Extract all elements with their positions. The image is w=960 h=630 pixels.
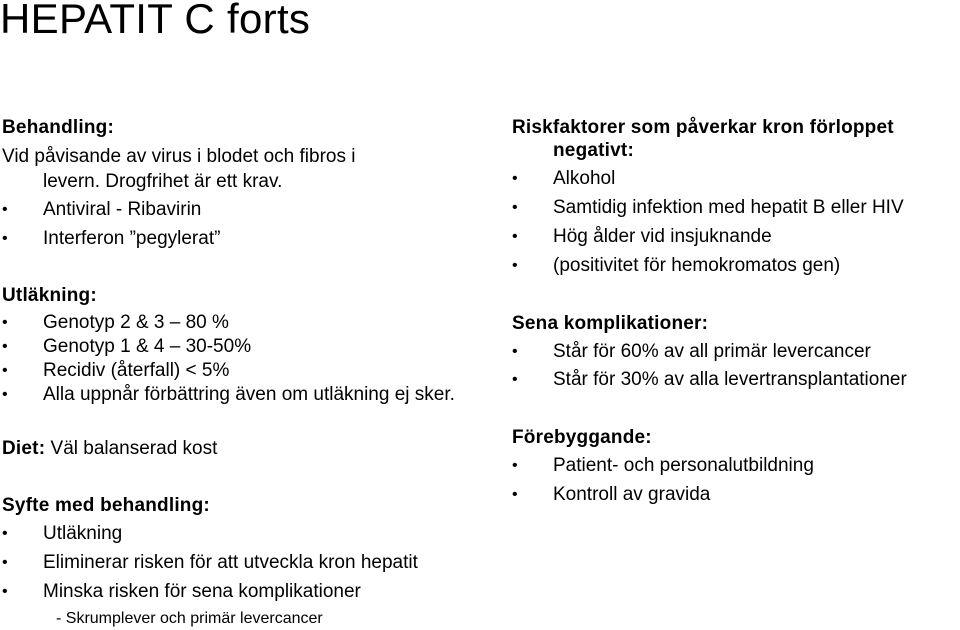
treatment-heading: Behandling: (2, 117, 114, 138)
list-item-text: Patient- och personalutbildning (553, 455, 814, 476)
treatment-intro-line2: levern. Drogfrihet är ett krav. (43, 171, 283, 192)
bullet-icon: • (512, 486, 518, 503)
purpose-sub-item: - Skrumplever och primär levercancer (56, 610, 323, 627)
list-item-text: Hög ålder vid insjuknande (553, 226, 772, 247)
list-item-text: Recidiv (återfall) < 5% (43, 360, 230, 381)
list-item-text: Utläkning (43, 523, 123, 544)
diet-heading: Diet: (2, 438, 46, 459)
list-item-text: Antiviral - Ribavirin (43, 199, 202, 220)
bullet-icon: • (512, 371, 518, 388)
bullet-icon: • (2, 554, 8, 571)
late-complications-heading: Sena komplikationer: (512, 313, 709, 334)
list-item-text: Står för 30% av alla levertransplantationer (553, 369, 907, 390)
bullet-icon: • (2, 362, 8, 379)
bullet-icon: • (2, 201, 8, 218)
bullet-icon: • (2, 583, 8, 600)
bullet-icon: • (512, 457, 518, 474)
bullet-icon: • (512, 343, 518, 360)
list-item-text: Står för 60% av all primär levercancer (553, 341, 871, 362)
cure-heading: Utläkning: (2, 285, 97, 306)
list-item-text: Eliminerar risken för att utveckla kron hepatit (43, 552, 418, 573)
list-item-text: Interferon ”pegylerat” (43, 228, 221, 249)
list-item-text: Alkohol (553, 168, 616, 189)
bullet-icon: • (2, 525, 8, 542)
bullet-icon: • (2, 386, 8, 403)
list-item-text: Alla uppnår förbättring även om utläkning ej sker. (43, 384, 455, 405)
list-item-text: Minska risken för sena komplikationer (43, 581, 361, 602)
list-item-text: Kontroll av gravida (553, 484, 711, 505)
list-item-text: Genotyp 2 & 3 – 80 % (43, 312, 229, 333)
bullet-icon: • (2, 230, 8, 247)
risk-heading-line2: negativt: (553, 140, 634, 161)
prevention-heading: Förebyggande: (512, 427, 652, 448)
diet-text: Väl balanserad kost (50, 438, 218, 459)
purpose-heading: Syfte med behandling: (2, 495, 210, 516)
bullet-icon: • (512, 170, 518, 187)
bullet-icon: • (2, 314, 8, 331)
bullet-icon: • (2, 338, 8, 355)
treatment-intro-line1: Vid påvisande av virus i blodet och fibros i (2, 146, 356, 167)
bullet-icon: • (512, 228, 518, 245)
list-item-text: Genotyp 1 & 4 – 30-50% (43, 336, 252, 357)
diet-line (2, 438, 217, 460)
bullet-icon: • (512, 257, 518, 274)
list-item-text: Samtidig infektion med hepatit B eller HIV (553, 197, 904, 218)
page-title: HEPATIT C forts (0, 0, 311, 42)
bullet-icon: • (512, 199, 518, 216)
list-item-text: (positivitet för hemokromatos gen) (553, 255, 841, 276)
risk-heading-line1: Riskfaktorer som påverkar kron förloppet (512, 117, 894, 138)
